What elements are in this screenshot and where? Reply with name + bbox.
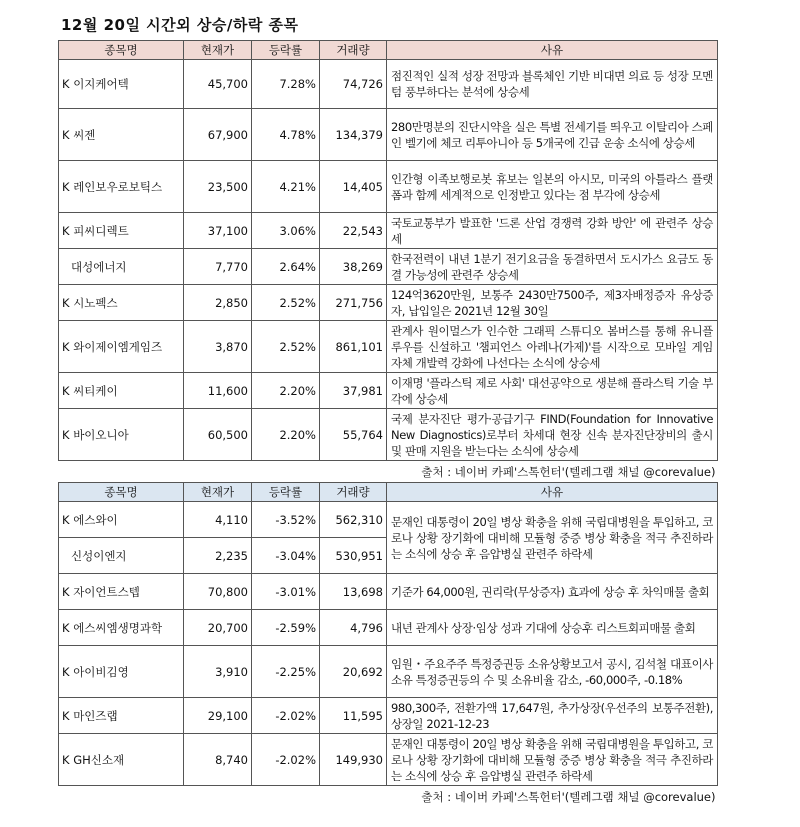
stock-name: K 에스와이 <box>59 502 184 538</box>
table-row <box>59 502 718 538</box>
stock-name: 신성이엔지 <box>59 538 184 574</box>
stock-price: 67,900 <box>184 109 252 161</box>
stock-name: K 이지케어텍 <box>59 60 184 109</box>
table-row <box>59 698 718 734</box>
trade-volume: 38,269 <box>320 249 387 285</box>
table-row <box>59 610 718 646</box>
trade-volume: 14,405 <box>320 161 387 213</box>
header-name: 종목명 <box>59 483 184 502</box>
trade-volume: 271,756 <box>320 285 387 321</box>
change-rate: -2.02% <box>252 698 320 734</box>
stock-price: 37,100 <box>184 213 252 249</box>
trade-volume: 22,543 <box>320 213 387 249</box>
header-volume: 거래량 <box>320 41 387 60</box>
stock-name: K 아이비김영 <box>59 646 184 698</box>
market-prefix: K <box>62 223 74 238</box>
trade-volume: 861,101 <box>320 321 387 373</box>
reason-text: 국제 분자진단 평가·공급기구 FIND(Foundation for Innovative New Diagnostics)로부터 차세대 현장 신속 분자진단장비의 출시 및 판매 지원을 받는다는 소식에 상승세 <box>387 409 718 461</box>
market-prefix: K <box>62 383 74 398</box>
market-prefix: K <box>62 584 74 599</box>
header-price: 현재가 <box>184 41 252 60</box>
market-prefix: K <box>62 127 74 142</box>
header-volume: 거래량 <box>320 483 387 502</box>
stock-price: 70,800 <box>184 574 252 610</box>
reason-text: 한국전력이 내년 1분기 전기요금을 동결하면서 도시가스 요금도 동결 가능성에 관련주 상승세 <box>387 249 718 285</box>
table-row <box>59 60 718 109</box>
market-prefix: K <box>62 179 74 194</box>
trade-volume: 4,796 <box>320 610 387 646</box>
stock-price: 2,235 <box>184 538 252 574</box>
stock-price: 3,910 <box>184 646 252 698</box>
change-rate: -2.02% <box>252 734 320 786</box>
page-title: 12월 20일 시간외 상승/하락 종목 <box>61 16 299 34</box>
change-rate: -3.52% <box>252 502 320 538</box>
table-row <box>59 109 718 161</box>
stock-price: 7,770 <box>184 249 252 285</box>
stock-price: 29,100 <box>184 698 252 734</box>
rising-stocks-table <box>58 40 718 483</box>
stock-name: K 마인즈랩 <box>59 698 184 734</box>
stock-price: 8,740 <box>184 734 252 786</box>
market-prefix: K <box>62 339 74 354</box>
source-note: 출처 : 네이버 카페'스톡헌터'(텔레그램 채널 @corevalue) <box>421 465 716 479</box>
reason-text: 점진적인 실적 성장 전망과 블록체인 기반 비대면 의료 등 성장 모멘텀 풍부하다는 분석에 상승세 <box>387 60 718 109</box>
market-prefix: K <box>62 620 74 635</box>
trade-volume: 37,981 <box>320 373 387 409</box>
reason-text: 문재인 대통령이 20일 병상 확충을 위해 국립대병원을 투입하고, 코로나 상황 장기화에 대비해 모듈형 중증 병상 확충을 적극 추진하라는 소식에 상승 후 음압병실 관련주 하락세 <box>387 502 718 574</box>
stock-price: 11,600 <box>184 373 252 409</box>
market-prefix: K <box>62 664 74 679</box>
header-reason: 사유 <box>387 483 718 502</box>
change-rate: 2.52% <box>252 321 320 373</box>
falling-stocks-table <box>58 482 718 808</box>
table-row <box>59 373 718 409</box>
change-rate: 2.20% <box>252 373 320 409</box>
table-header-row <box>59 483 718 502</box>
change-rate: 2.20% <box>252 409 320 461</box>
table-row <box>59 734 718 786</box>
table-row <box>59 249 718 285</box>
table-row <box>59 409 718 461</box>
reason-text: 관계사 원이멀스가 인수한 그래픽 스튜디오 봄버스를 통해 유니플루우를 신설하고 '챔피언스 아레나(가제)'를 시작으로 모바일 게임 자체 개발력 강화에 나선다는 소식에 상승세 <box>387 321 718 373</box>
trade-volume: 562,310 <box>320 502 387 538</box>
table-row <box>59 646 718 698</box>
trade-volume: 13,698 <box>320 574 387 610</box>
trade-volume: 149,930 <box>320 734 387 786</box>
reason-text: 이재명 '플라스틱 제로 사회' 대선공약으로 생분해 플라스틱 기술 부각에 상승세 <box>387 373 718 409</box>
market-prefix: K <box>62 512 74 527</box>
reason-text: 기준가 64,000원, 권리락(무상증자) 효과에 상승 후 차익매물 출회 <box>387 574 718 610</box>
market-prefix: K <box>62 427 74 442</box>
reason-text: 280만명분의 진단시약을 실은 특별 전세기를 띄우고 이탈리아 스페인 벨기에 체코 리투아니아 등 5개국에 긴급 운송 소식에 상승세 <box>387 109 718 161</box>
header-reason: 사유 <box>387 41 718 60</box>
table-row <box>59 574 718 610</box>
trade-volume: 11,595 <box>320 698 387 734</box>
stock-price: 3,870 <box>184 321 252 373</box>
table-header-row <box>59 41 718 60</box>
source-note: 출처 : 네이버 카페'스톡헌터'(텔레그램 채널 @corevalue) <box>421 790 716 804</box>
reason-text: 임원・주요주주 특정증권등 소유상황보고서 공시, 김석철 대표이사 소유 특정증권등의 수 및 소유비율 감소, -60,000주, -0.18% <box>387 646 718 698</box>
header-name: 종목명 <box>59 41 184 60</box>
change-rate: -2.25% <box>252 646 320 698</box>
trade-volume: 20,692 <box>320 646 387 698</box>
trade-volume: 134,379 <box>320 109 387 161</box>
stock-name: K 바이오니아 <box>59 409 184 461</box>
trade-volume: 55,764 <box>320 409 387 461</box>
reason-text: 내년 관계사 상장·임상 성과 기대에 상승후 리스트회피매물 출회 <box>387 610 718 646</box>
stock-name: K 레인보우로보틱스 <box>59 161 184 213</box>
stock-price: 20,700 <box>184 610 252 646</box>
stock-name: 대성에너지 <box>59 249 184 285</box>
change-rate: 3.06% <box>252 213 320 249</box>
stock-name: K 시노펙스 <box>59 285 184 321</box>
market-prefix: K <box>62 752 74 767</box>
stock-price: 4,110 <box>184 502 252 538</box>
stock-name: K 씨티케이 <box>59 373 184 409</box>
reason-text: 문재인 대통령이 20일 병상 확충을 위해 국립대병원을 투입하고, 코로나 상황 장기화에 대비해 모듈형 중증 병상 확충을 적극 추진하라는 소식에 상승 후 음압병실 관련주 하락세 <box>387 734 718 786</box>
stock-price: 2,850 <box>184 285 252 321</box>
header-price: 현재가 <box>184 483 252 502</box>
header-rate: 등락률 <box>252 483 320 502</box>
change-rate: -3.04% <box>252 538 320 574</box>
trade-volume: 530,951 <box>320 538 387 574</box>
stock-name: K 에스씨엠생명과학 <box>59 610 184 646</box>
change-rate: 2.64% <box>252 249 320 285</box>
header-rate: 등락률 <box>252 41 320 60</box>
market-prefix: K <box>62 295 74 310</box>
change-rate: 7.28% <box>252 60 320 109</box>
change-rate: 4.21% <box>252 161 320 213</box>
reason-text: 124억3620만원, 보통주 2430만7500주, 제3자배정증자 유상증자, 납입일은 2021년 12월 30일 <box>387 285 718 321</box>
change-rate: 4.78% <box>252 109 320 161</box>
stock-price: 60,500 <box>184 409 252 461</box>
table-row <box>59 161 718 213</box>
stock-price: 23,500 <box>184 161 252 213</box>
change-rate: -3.01% <box>252 574 320 610</box>
stock-name: K 피씨디렉트 <box>59 213 184 249</box>
table-row <box>59 213 718 249</box>
table-row <box>59 285 718 321</box>
market-prefix: K <box>62 77 74 91</box>
reason-text: 980,300주, 전환가액 17,647원, 추가상장(우선주의 보통주전환), 상장일 2021-12-23 <box>387 698 718 734</box>
change-rate: -2.59% <box>252 610 320 646</box>
stock-name: K 씨젠 <box>59 109 184 161</box>
market-prefix: K <box>62 708 74 723</box>
stock-name: K GH신소재 <box>59 734 184 786</box>
reason-text: 인간형 이족보행로봇 휴보는 일본의 아시모, 미국의 아틀라스 플랫폼과 함께 세계적으로 인정받고 있다는 점 부각에 상승세 <box>387 161 718 213</box>
table-row <box>59 321 718 373</box>
stock-name: K 자이언트스텝 <box>59 574 184 610</box>
trade-volume: 74,726 <box>320 60 387 109</box>
stock-price: 45,700 <box>184 60 252 109</box>
stock-name: K 와이제이엠게임즈 <box>59 321 184 373</box>
change-rate: 2.52% <box>252 285 320 321</box>
reason-text: 국토교통부가 발표한 '드론 산업 경쟁력 강화 방안' 에 관련주 상승세 <box>387 213 718 249</box>
